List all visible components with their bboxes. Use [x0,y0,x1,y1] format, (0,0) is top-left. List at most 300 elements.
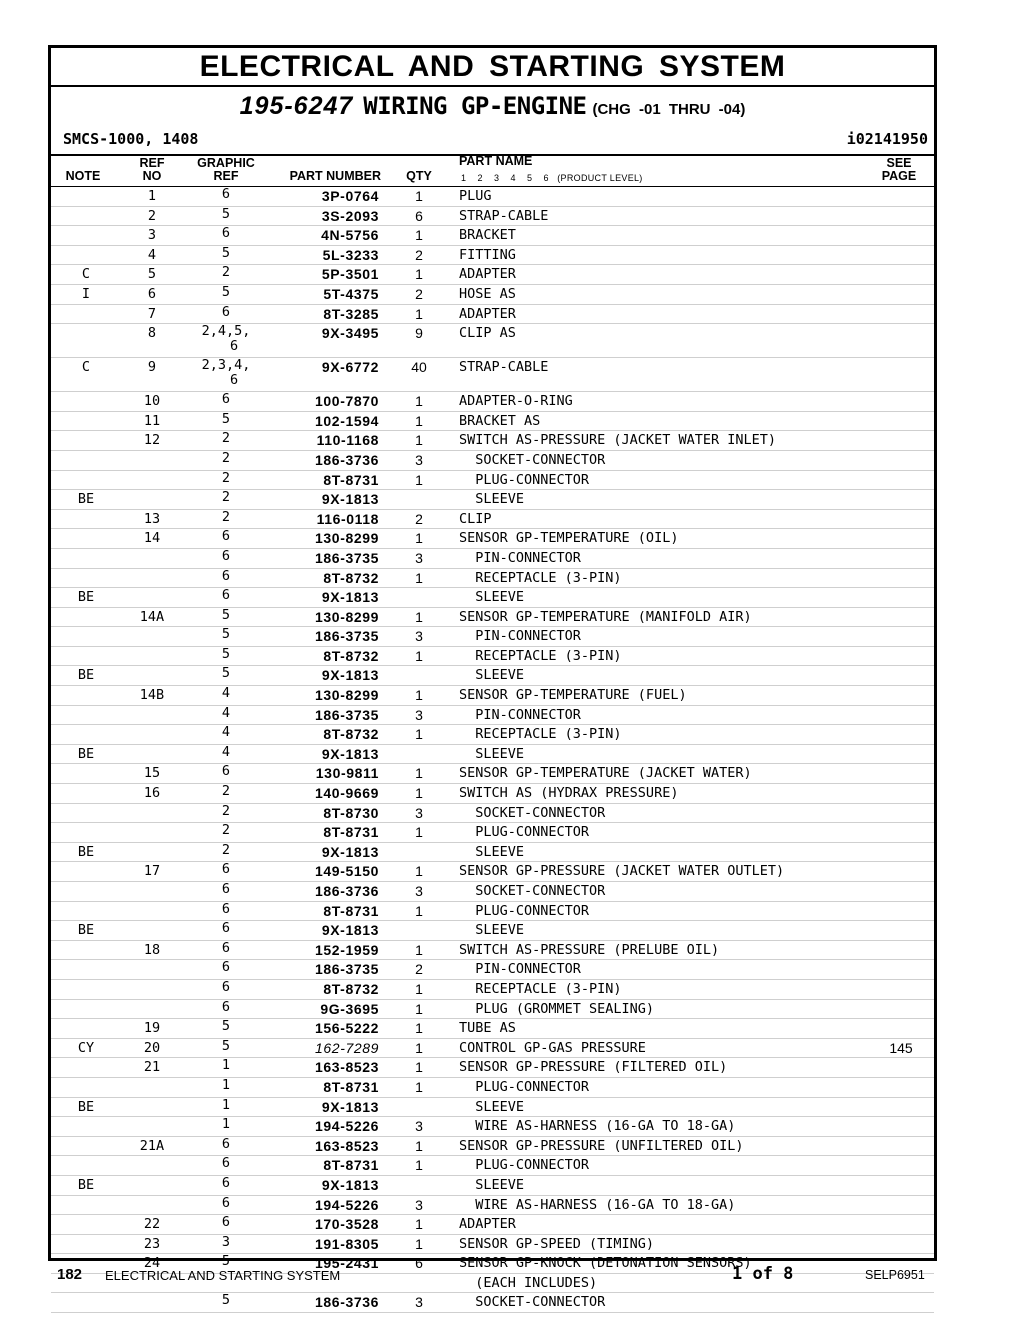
table-row [51,529,934,549]
row-part-number: 130-8299 [315,608,379,625]
row-graphic-ref: 6 [221,1214,231,1231]
row-part-name: SENSOR GP-TEMPERATURE (JACKET WATER) [459,765,752,782]
row-part-number: 9X-3495 [321,325,379,342]
table-row [51,882,934,902]
row-note: BE [77,843,95,860]
row-graphic-ref: 6 [221,978,231,995]
row-part-number: 8T-8731 [323,1157,379,1174]
row-graphic-ref: 4 [221,704,231,721]
row-part-name: PLUG [459,188,492,204]
table-row [51,431,934,451]
row-part-name: SLEEVE [459,922,525,939]
table-row [51,764,934,784]
row-part-number: 186-3735 [315,549,379,566]
row-part-name: STRAP-CABLE [459,207,549,224]
row-graphic-ref: 5 [221,1253,231,1270]
table-row [51,412,934,432]
table-row [51,745,934,765]
row-part-name: SOCKET-CONNECTOR [459,804,606,821]
row-graphic-ref: 6 [221,225,231,242]
row-part-name: WIRE AS-HARNESS (16-GA TO 18-GA) [459,1118,736,1135]
row-part-name: RECEPTACLE (3-PIN) [459,569,622,586]
table-row [51,608,934,628]
row-part-number: 130-8299 [315,530,379,547]
row-note: C [81,266,91,283]
row-part-name: ADAPTER [459,1216,516,1233]
row-graphic-ref: 1 [221,1057,231,1074]
table-row [51,1235,934,1255]
row-part-name: SLEEVE [459,1098,525,1115]
row-part-number: 5T-4375 [323,285,379,302]
row-part-number: 8T-8731 [323,902,379,919]
row-part-name: ADAPTER [459,266,516,283]
row-part-name: SOCKET-CONNECTOR [459,883,606,899]
row-ref-no: 17 [143,863,161,880]
row-part-name: SLEEVE [459,745,525,762]
row-qty: 1 [415,647,423,664]
row-part-number: 186-3735 [315,961,379,978]
table-row [51,902,934,922]
footer-publication-code: SELP6951 [865,1268,925,1282]
row-part-name: BRACKET AS [459,412,541,429]
header-see-line2: PAGE [881,169,917,183]
row-ref-no: 14 [143,530,161,547]
row-ref-no: 15 [143,765,161,782]
table-row [51,305,934,325]
row-part-name: SENSOR GP-TEMPERATURE (OIL) [459,530,679,547]
row-qty: 1 [415,1039,423,1056]
row-ref-no: 5 [147,266,157,283]
row-part-number: 170-3528 [315,1216,379,1233]
table-row [51,823,934,843]
row-graphic-ref: 2 [221,264,231,281]
row-part-name: CLIP [459,510,492,527]
row-part-name: CONTROL GP-GAS PRESSURE [459,1039,646,1056]
row-part-number: 163-8523 [315,1059,379,1076]
row-part-number: 191-8305 [315,1235,379,1252]
row-part-number: 4N-5756 [321,227,379,244]
table-row [51,471,934,491]
row-graphic-ref: 6 [221,959,231,976]
row-qty: 1 [415,608,423,625]
footer-page-number: 182 [57,1266,83,1283]
document-id: i02141950 [846,130,928,148]
table-row [51,941,934,961]
row-graphic-ref: 2 [221,822,231,839]
row-part-name: ADAPTER [459,305,516,322]
row-part-number: 130-9811 [315,765,379,782]
header-qty: QTY [406,169,432,183]
row-part-name: SLEEVE [459,491,525,508]
row-graphic-ref: 6 [221,920,231,937]
header-part-name: PART NAME [459,154,533,168]
row-qty: 6 [415,207,423,224]
row-ref-no: 13 [143,510,161,527]
row-graphic-ref: 2 [221,783,231,800]
group-description: WIRING GP-ENGINE [363,92,587,120]
row-ref-no: 22 [143,1216,161,1233]
header-note: NOTE [65,169,101,183]
table-row [51,324,934,358]
row-part-name: PIN-CONNECTOR [459,706,581,723]
table-row [51,784,934,804]
table-row [51,569,934,589]
row-graphic-ref: 6 [221,528,231,545]
row-graphic-ref: 4 [221,724,231,741]
row-qty: 1 [415,471,423,488]
row-graphic-ref: 5 [221,665,231,682]
row-qty: 1 [415,765,423,782]
table-row [51,265,934,285]
header-see-line1: SEE [886,156,912,170]
row-graphic-ref: 6 [221,303,231,320]
table-row [51,647,934,667]
table-row [51,1215,934,1235]
row-qty: 2 [415,285,423,302]
row-graphic-ref: 5 [221,1292,231,1309]
row-graphic-ref: 6 [221,1174,231,1191]
table-row [51,1176,934,1196]
row-part-name: SOCKET-CONNECTOR [459,451,606,468]
row-ref-no: 11 [143,412,161,429]
row-see-page: 145 [889,1039,913,1056]
row-graphic-ref: 2 [221,489,231,506]
row-part-number: 8T-8731 [323,1078,379,1095]
row-part-number: 8T-8732 [323,726,379,743]
header-ref [133,157,171,183]
row-ref-no: 16 [143,785,161,802]
footer-page-of: 1 of 8 [732,1264,794,1284]
row-ref-no: 8 [147,325,157,342]
row-qty: 1 [415,305,423,322]
row-part-number: 116-0118 [316,510,379,527]
row-part-number: 149-5150 [315,863,379,880]
row-part-number: 186-3736 [315,1294,379,1311]
row-part-number: 156-5222 [315,1020,379,1037]
row-part-name: PIN-CONNECTOR [459,628,581,645]
row-qty: 3 [415,706,423,723]
table-row [51,627,934,647]
row-part-number: 194-5226 [315,1118,379,1135]
row-part-name: SLEEVE [459,667,525,684]
table-row [51,1039,934,1059]
table-row [51,285,934,305]
table-row [51,804,934,824]
table-row [51,1196,934,1216]
header-graphic-line1: GRAPHIC [197,156,255,170]
row-part-number: 5P-3501 [321,266,379,283]
row-qty: 1 [415,1216,423,1233]
row-ref-no: 3 [147,227,157,244]
row-graphic-ref: 6 [221,939,231,956]
row-part-number: 8T-8732 [323,569,379,586]
row-part-name: CLIP AS [459,325,516,342]
table-row [51,588,934,608]
row-qty: 3 [415,1196,423,1213]
row-part-name: SLEEVE [459,589,525,606]
row-qty: 1 [415,785,423,802]
row-part-name: SOCKET-CONNECTOR [459,1294,606,1311]
row-qty: 1 [415,412,423,429]
row-ref-no: 4 [147,246,157,263]
row-graphic-ref: 6 [221,587,231,604]
row-part-number: 3S-2093 [321,207,379,224]
row-ref-no: 14A [139,608,165,625]
row-qty: 3 [415,1118,423,1135]
table-row [51,1098,934,1118]
table-row [51,207,934,227]
row-qty: 1 [415,824,423,841]
row-part-name: PLUG-CONNECTOR [459,1157,590,1174]
row-ref-no: 9 [147,359,157,376]
table-row [51,843,934,863]
row-graphic-ref: 6 [221,881,231,897]
row-qty: 1 [415,393,423,410]
row-part-name: SENSOR GP-TEMPERATURE (FUEL) [459,687,687,704]
row-graphic-ref: 6 [221,391,231,408]
row-note: BE [77,1176,95,1193]
row-qty: 9 [415,325,423,342]
row-part-name: SWITCH AS-PRESSURE (JACKET WATER INLET) [459,432,776,449]
row-part-name: ADAPTER-O-RING [459,393,573,410]
row-graphic-ref: 5 [221,244,231,261]
table-row [51,226,934,246]
row-qty: 6 [415,1255,423,1272]
row-qty: 3 [415,628,423,645]
row-part-number: 140-9669 [315,785,379,802]
row-part-name: RECEPTACLE (3-PIN) [459,980,622,997]
row-part-number: 9X-1813 [321,589,379,606]
header-see-page [873,157,925,183]
row-note: BE [77,1098,95,1115]
row-part-name: SENSOR GP-PRESSURE (UNFILTERED OIL) [459,1137,744,1154]
row-part-name: PLUG-CONNECTOR [459,902,590,919]
row-part-number: 9X-1813 [321,843,379,860]
row-qty: 1 [415,266,423,283]
row-ref-no: 21A [139,1137,165,1154]
table-row [51,980,934,1000]
row-qty: 1 [415,863,423,880]
header-graphic-line2: REF [213,169,239,183]
table-row [51,510,934,530]
row-qty: 3 [415,804,423,821]
row-qty: 1 [415,530,423,547]
row-graphic-ref: 2 [221,841,231,858]
table-row [51,1137,934,1157]
row-note: BE [77,667,95,684]
page-footer [57,1266,1020,1286]
row-graphic-ref: 3 [221,1233,231,1250]
row-part-name: SWITCH AS (HYDRAX PRESSURE) [459,785,679,802]
row-qty: 2 [415,510,423,527]
change-range: (CHG -01 THRU -04) [592,101,746,118]
row-qty: 1 [415,1235,423,1252]
header-ref-line2: NO [142,169,162,183]
row-note: C [81,359,91,376]
row-ref-no: 24 [143,1255,161,1272]
row-qty: 1 [415,1000,423,1017]
page-title: ELECTRICAL AND STARTING SYSTEM [51,48,934,87]
row-qty: 1 [415,980,423,997]
row-part-number: 152-1959 [315,941,379,958]
row-qty: 1 [415,569,423,586]
row-ref-no: 19 [143,1020,161,1037]
row-part-name: (EACH INCLUDES) [459,1274,598,1291]
row-part-name: PIN-CONNECTOR [459,961,581,978]
row-ref-no: 7 [147,305,157,322]
row-ref-no: 18 [143,941,161,958]
row-qty: 40 [411,359,427,376]
row-part-name: SENSOR GP-PRESSURE (FILTERED OIL) [459,1059,728,1076]
row-part-name: TUBE AS [459,1020,516,1037]
row-part-number: 186-3736 [315,451,379,468]
row-part-number: 9X-1813 [321,491,379,508]
row-ref-no: 12 [143,432,161,449]
table-row [51,451,934,471]
table-row [51,862,934,882]
row-qty: 1 [415,1137,423,1154]
row-qty: 3 [415,883,423,899]
row-qty: 3 [415,1294,423,1311]
row-graphic-ref: 2 [221,469,231,486]
row-part-number: 9X-1813 [321,1176,379,1193]
table-row [51,1000,934,1020]
row-part-number: 9X-1813 [321,745,379,762]
table-row [51,725,934,745]
row-part-number: 186-3735 [315,628,379,645]
group-subtitle [51,92,934,122]
row-part-number: 3P-0764 [321,188,379,204]
row-graphic-ref: 2 [221,802,231,819]
row-part-number: 9X-6772 [321,359,379,376]
row-graphic-ref: 6 [221,1135,231,1152]
row-graphic-ref: 1 [221,1076,231,1093]
row-graphic-ref: 2,4,5, 6 [201,323,251,355]
row-part-number: 8T-8732 [323,980,379,997]
row-part-number: 8T-8731 [323,824,379,841]
table-row [51,549,934,569]
row-note: I [81,285,91,302]
row-graphic-ref: 5 [221,645,231,662]
row-part-number: 130-8299 [315,687,379,704]
row-graphic-ref: 6 [221,763,231,780]
header-product-level: 1 2 3 4 5 6 (PRODUCT LEVEL) [461,173,643,183]
row-part-number: 162-7289 [315,1039,379,1056]
row-qty: 2 [415,961,423,978]
row-qty: 3 [415,549,423,566]
row-graphic-ref: 4 [221,743,231,760]
row-part-name: SLEEVE [459,1176,525,1193]
row-ref-no: 20 [143,1039,161,1056]
row-part-name: HOSE AS [459,285,516,302]
row-graphic-ref: 2 [221,430,231,447]
group-part-number: 195-6247 [239,92,354,120]
row-part-name: STRAP-CABLE [459,359,549,376]
header-part-number: PART NUMBER [289,169,381,183]
row-part-number: 8T-8731 [323,471,379,488]
table-row [51,686,934,706]
row-ref-no: 23 [143,1235,161,1252]
row-part-name: SENSOR GP-PRESSURE (JACKET WATER OUTLET) [459,863,785,880]
row-part-number: 100-7870 [315,393,379,410]
row-part-number: 9G-3695 [320,1000,379,1017]
row-part-number: 9X-1813 [321,667,379,684]
row-part-name: SENSOR GP-KNOCK (DETONATION SENSORS) [459,1255,752,1272]
row-part-name: SWITCH AS-PRESSURE (PRELUBE OIL) [459,941,720,958]
row-graphic-ref: 1 [221,1116,231,1133]
row-ref-no: 10 [143,393,161,410]
table-row [51,1058,934,1078]
row-qty: 1 [415,1059,423,1076]
header-graphic-ref [185,157,267,183]
table-row [51,246,934,266]
row-part-number: 194-5226 [315,1196,379,1213]
row-ref-no: 14B [139,687,165,704]
row-qty: 2 [415,246,423,263]
row-graphic-ref: 6 [221,186,231,202]
row-qty: 1 [415,941,423,958]
row-qty: 1 [415,902,423,919]
row-part-number: 186-3736 [315,883,379,899]
table-row [51,187,934,207]
row-graphic-ref: 5 [221,205,231,222]
row-part-number: 8T-3285 [323,305,379,322]
table-row [51,706,934,726]
row-ref-no: 2 [147,207,157,224]
row-graphic-ref: 5 [221,1037,231,1054]
table-row [51,1293,934,1313]
row-part-name: PLUG-CONNECTOR [459,824,590,841]
row-note: BE [77,745,95,762]
row-graphic-ref: 6 [221,900,231,917]
parts-table-body [51,187,934,1313]
row-graphic-ref: 5 [221,626,231,643]
row-part-name: PLUG-CONNECTOR [459,471,590,488]
row-part-number: 110-1168 [316,432,379,449]
row-note: BE [77,922,95,939]
row-graphic-ref: 6 [221,547,231,564]
row-part-name: RECEPTACLE (3-PIN) [459,726,622,743]
table-row [51,1117,934,1137]
header-ref-line1: REF [139,156,165,170]
row-part-name: SENSOR GP-SPEED (TIMING) [459,1235,655,1252]
row-part-name: PLUG (GROMMET SEALING) [459,1000,655,1017]
row-qty: 1 [415,432,423,449]
row-part-number: 5L-3233 [322,246,379,263]
row-qty: 1 [415,1078,423,1095]
row-graphic-ref: 2 [221,449,231,466]
table-row [51,1019,934,1039]
row-graphic-ref: 5 [221,606,231,623]
row-part-name: RECEPTACLE (3-PIN) [459,647,622,664]
row-ref-no: 1 [147,188,157,204]
row-qty: 1 [415,188,423,204]
table-row [51,358,934,392]
row-part-name: SLEEVE [459,843,525,860]
row-graphic-ref: 6 [221,1155,231,1172]
row-graphic-ref: 6 [221,998,231,1015]
row-graphic-ref: 2,3,4, 6 [201,357,251,389]
row-ref-no: 6 [147,285,157,302]
row-part-name: WIRE AS-HARNESS (16-GA TO 18-GA) [459,1196,736,1213]
row-part-name: BRACKET [459,227,516,244]
row-qty: 3 [415,451,423,468]
row-part-number: 9X-1813 [321,922,379,939]
table-row [51,490,934,510]
footer-section: ELECTRICAL AND STARTING SYSTEM [105,1268,341,1283]
row-graphic-ref: 1 [221,1096,231,1113]
row-graphic-ref: 5 [221,410,231,427]
